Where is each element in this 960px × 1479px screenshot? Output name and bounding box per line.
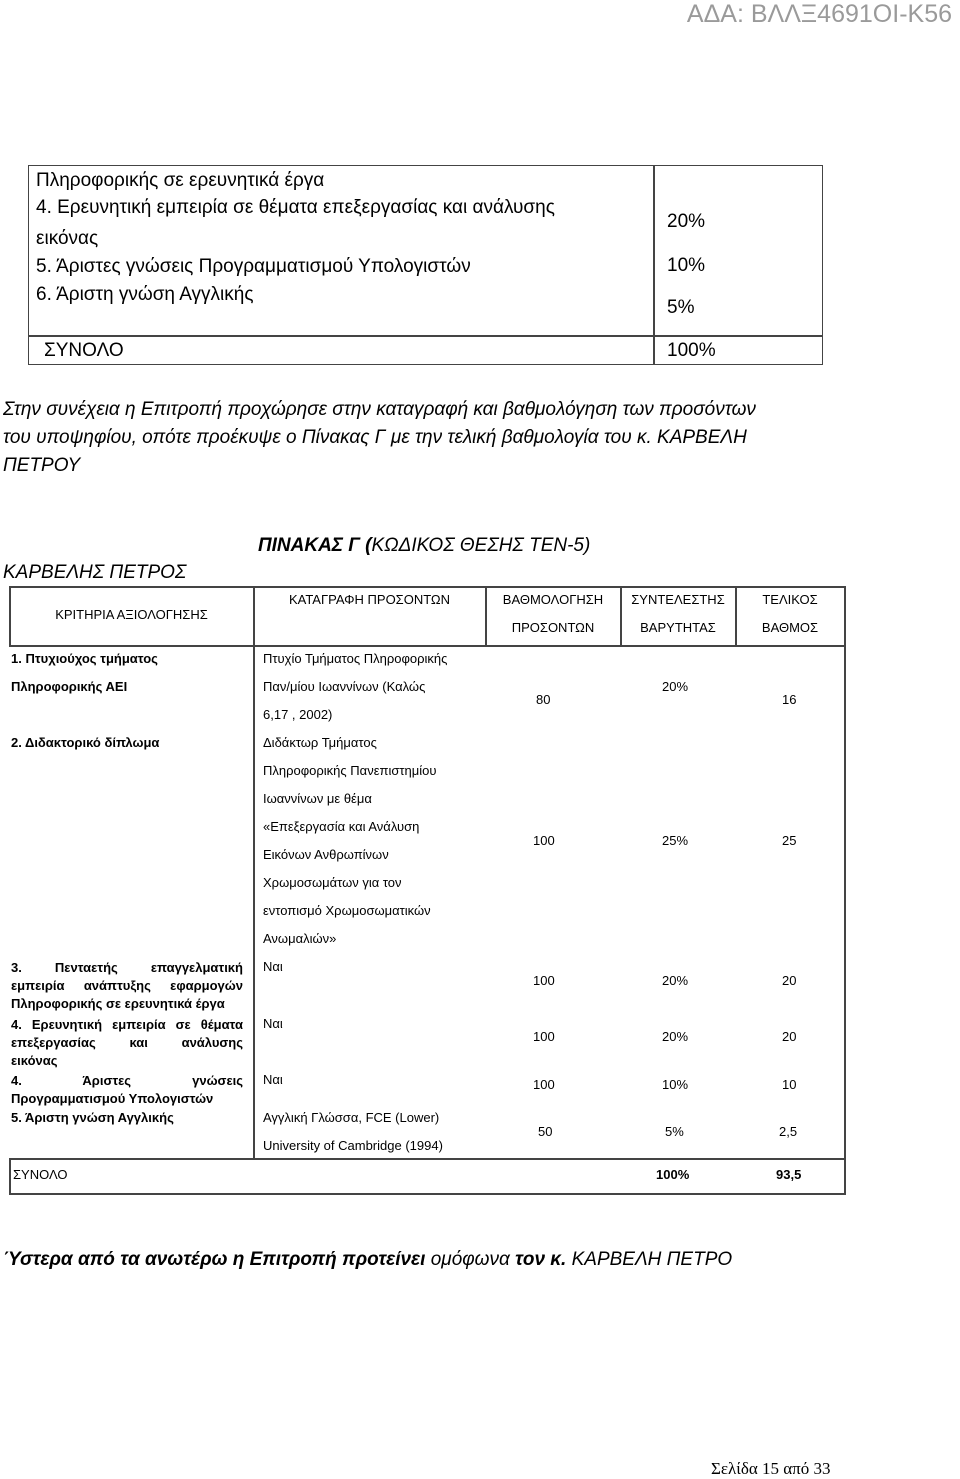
row-criterion (11, 1016, 243, 1070)
row-record: Ιωαννίνων με θέμα (263, 791, 372, 806)
row-criterion-line: επεξεργασίας και ανάλυσης (11, 1035, 243, 1050)
weight-value: 10% (667, 255, 706, 276)
row-criterion: Πληροφορικής ΑΕΙ (11, 679, 128, 694)
row-criterion-line: 4. Άριστες γνώσεις (11, 1073, 243, 1088)
row-final: 2,5 (779, 1124, 798, 1139)
table-c-title-bold: ΠΙΝΑΚΑΣ Γ ( (258, 535, 372, 556)
header-score-line2: ΠΡΟΣΟΝΤΩΝ (511, 620, 595, 635)
intro-paragraph (3, 396, 903, 480)
row-score: 50 (538, 1124, 553, 1139)
header-coef-line2: ΒΑΡΥΤΗΤΑΣ (640, 620, 716, 635)
weights-line-5: 6. Άριστη γνώση Αγγλικής (36, 284, 254, 305)
weights-line-3: εικόνας (36, 228, 99, 249)
row-criterion-line: Πληροφορικής σε ερευνητικά έργα (11, 996, 225, 1011)
row-final: 20 (782, 973, 797, 988)
conclusion-part: ομόφωνα (425, 1249, 516, 1270)
row-coefficient: 10% (662, 1077, 689, 1092)
row-final: 10 (782, 1077, 797, 1092)
row-coefficient: 25% (662, 833, 689, 848)
conclusion-part: Ύστερα από τα ανωτέρω η Επιτροπή προτείνει (3, 1249, 426, 1270)
row-criterion: 1. Πτυχιούχος τμήματος (11, 651, 158, 666)
ada-code: ΑΔΑ: ΒΛΛΞ4691ΟΙ-Κ56 (686, 0, 952, 28)
row-criterion (11, 1072, 243, 1108)
row-record: Πτυχίο Τμήματος Πληροφορικής (263, 651, 448, 666)
header-record: ΚΑΤΑΓΡΑΦΗ ΠΡΟΣΟΝΤΩΝ (288, 592, 451, 607)
conclusion-part: ΚΑΡΒΕΛΗ ΠΕΤΡΟ (566, 1249, 733, 1270)
row-record: Παν/μίου Ιωαννίνων (Καλώς (263, 679, 426, 694)
paragraph-line: του υποψηφίου, οπότε προέκυψε ο Πίνακας Γ με την τελική βαθμολογία του κ. ΚΑΡΒΕΛΗ (3, 427, 747, 448)
row-criterion-line: 3. Πενταετής επαγγελματική (11, 960, 243, 975)
paragraph-line: ΠΕΤΡΟΥ (3, 455, 81, 476)
row-record: Διδάκτωρ Τμήματος (263, 735, 377, 750)
row-final: 25 (782, 833, 797, 848)
header-final-line1: ΤΕΛΙΚΟΣ (762, 592, 818, 607)
row-score: 100 (533, 1077, 555, 1092)
header-score-line1: ΒΑΘΜΟΛΟΓΗΣΗ (502, 592, 604, 607)
conclusion-part: τον κ. (515, 1249, 567, 1270)
grid-line (9, 1158, 11, 1195)
row-score: 100 (533, 1029, 555, 1044)
header-score (486, 586, 620, 642)
candidate-name: ΚΑΡΒΕΛΗΣ ΠΕΤΡΟΣ (3, 562, 187, 583)
conclusion-line (3, 1249, 732, 1271)
row-coefficient: 5% (665, 1124, 684, 1139)
row-record: εντοπισμό Χρωμοσωματικών (263, 903, 431, 918)
row-score: 80 (536, 692, 551, 707)
row-record: Πληροφορικής Πανεπιστημίου (263, 763, 437, 778)
row-record: Εικόνων Ανθρωπίνων (263, 847, 389, 862)
row-criterion: 5. Άριστη γνώση Αγγλικής (11, 1110, 174, 1125)
row-final: 16 (782, 692, 797, 707)
page-number: Σελίδα 15 από 33 (711, 1459, 831, 1478)
row-record: Ναι (263, 959, 283, 974)
row-score: 100 (533, 973, 555, 988)
grid-line (844, 586, 846, 1195)
grid-line (9, 1193, 845, 1195)
table-c-title-rest: ΚΩΔΙΚΟΣ ΘΕΣΗΣ ΤΕΝ-5) (371, 535, 591, 556)
row-record: Ναι (263, 1072, 283, 1087)
row-record: Αγγλική Γλώσσα, FCE (Lower) (263, 1110, 440, 1125)
grid-line (253, 586, 255, 1160)
row-coefficient: 20% (662, 973, 689, 988)
row-coefficient: 20% (662, 1029, 689, 1044)
row-score: 100 (533, 833, 555, 848)
weight-value: 20% (667, 211, 706, 232)
header-coefficient (621, 586, 735, 642)
weight-value: 5% (667, 297, 695, 318)
row-record: «Επεξεργασία και Ανάλυση (263, 819, 420, 834)
weights-line-2: 4. Ερευνητική εμπειρία σε θέματα επεξεργασίας και ανάλυσης (36, 197, 555, 218)
weights-line-1: Πληροφορικής σε ερευνητικά έργα (36, 170, 325, 191)
weights-line-4: 5. Άριστες γνώσεις Προγραμματισμού Υπολογιστών (36, 256, 471, 277)
row-final: 20 (782, 1029, 797, 1044)
total-label: ΣΥΝΟΛΟ (13, 1167, 68, 1182)
weights-total-value: 100% (667, 340, 716, 361)
row-criterion: 2. Διδακτορικό δίπλωμα (11, 735, 160, 750)
row-record: Χρωμοσωμάτων για τον (263, 875, 402, 890)
row-record: 6,17 , 2002) (263, 707, 333, 722)
header-final (736, 586, 844, 642)
paragraph-line: Στην συνέχεια η Επιτροπή προχώρησε στην καταγραφή και βαθμολόγηση των προσόντων (3, 399, 756, 420)
row-criterion-line: Προγραμματισμού Υπολογιστών (11, 1091, 214, 1106)
row-criterion (11, 959, 243, 1013)
row-record: Ανωμαλιών» (263, 931, 337, 946)
table-c-title (258, 535, 590, 557)
header-coef-line1: ΣΥΝΤΕΛΕΣΤΗΣ (631, 592, 725, 607)
row-criterion-line: εικόνας (11, 1053, 58, 1068)
header-final-line2: ΒΑΘΜΟΣ (761, 620, 819, 635)
row-coefficient: 20% (662, 679, 689, 694)
header-criteria: ΚΡΙΤΗΡΙΑ ΑΞΙΟΛΟΓΗΣΗΣ (55, 607, 208, 622)
row-record: University of Cambridge (1994) (263, 1138, 443, 1153)
row-criterion-line: 4. Ερευνητική εμπειρία σε θέματα (11, 1017, 243, 1032)
total-coefficient: 100% (656, 1167, 690, 1182)
total-final: 93,5 (776, 1167, 802, 1182)
row-criterion-line: εμπειρία ανάπτυξης εφαρμογών (11, 978, 243, 993)
weights-total-label: ΣΥΝΟΛΟ (44, 340, 124, 361)
row-record: Ναι (263, 1016, 283, 1031)
